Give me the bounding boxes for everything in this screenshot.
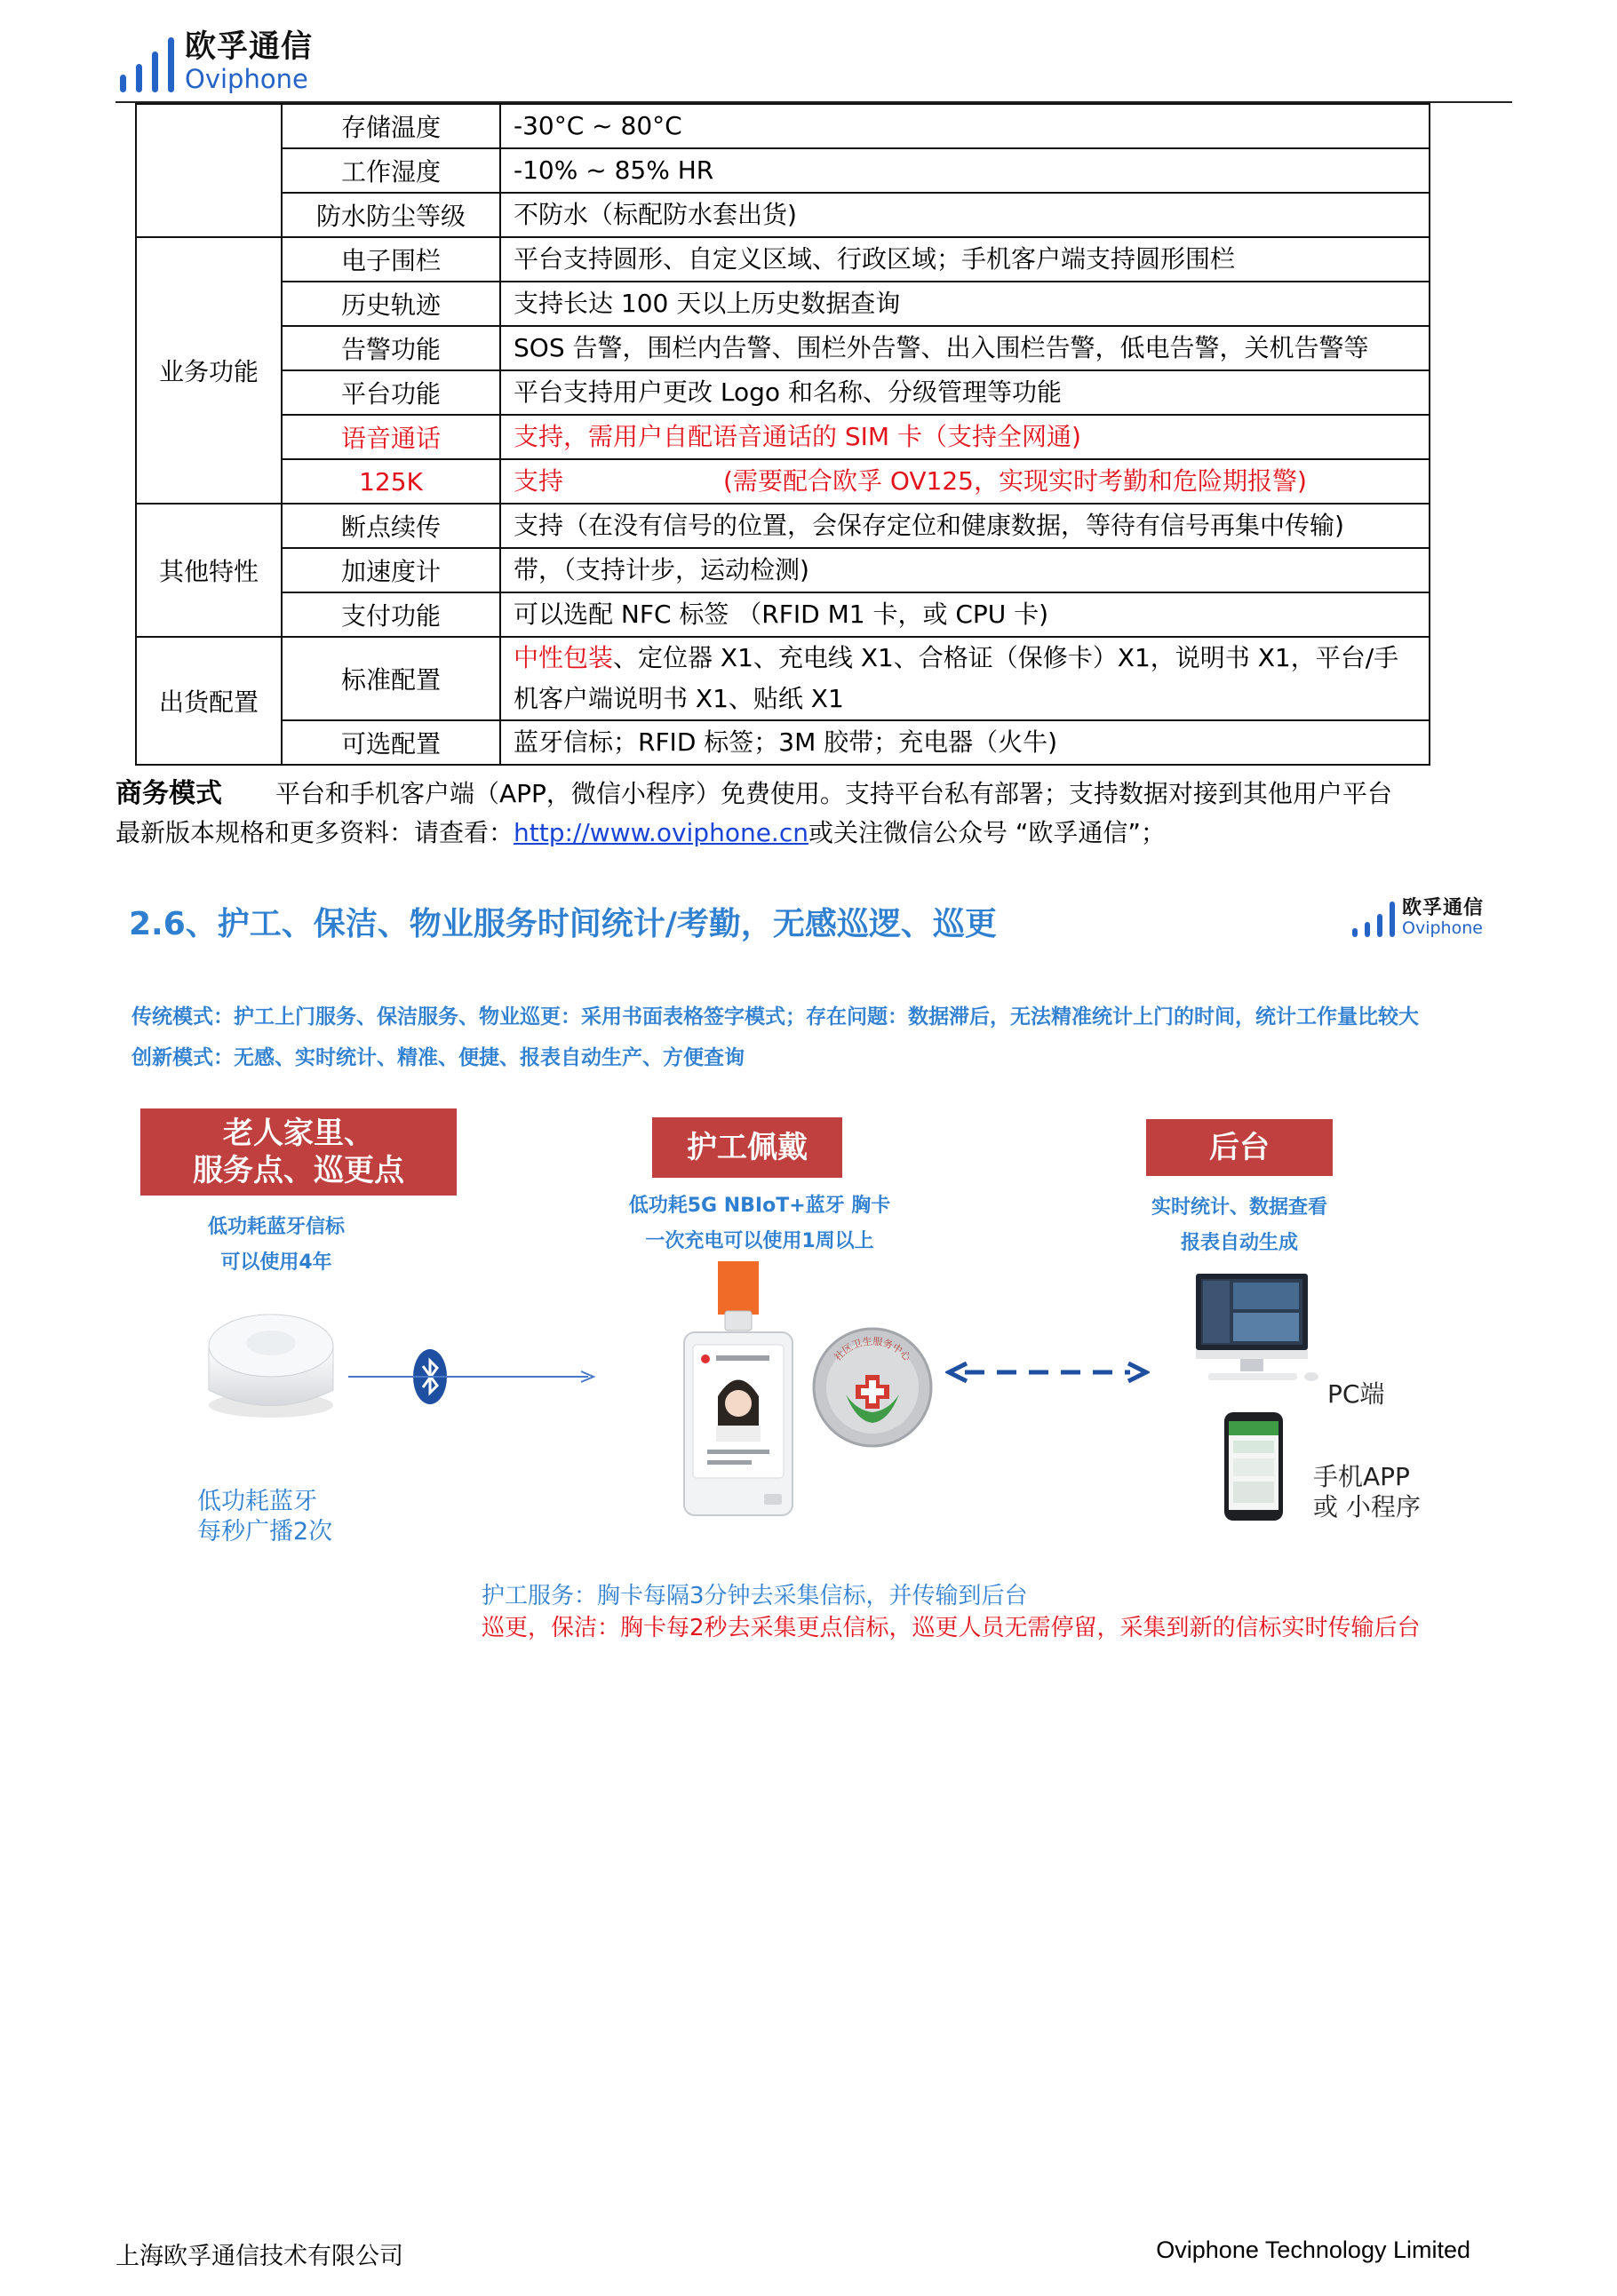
card-backend-arrow: [945, 1359, 1150, 1386]
value-part: 中性包装: [514, 643, 614, 672]
business-mode-label: 商务模式: [116, 778, 222, 809]
value-cell: 不防水（标配防水套出货): [500, 193, 1430, 237]
item-cell: 工作湿度: [282, 148, 500, 193]
item-cell: 加速度计: [282, 548, 500, 592]
box-home: [140, 1108, 457, 1196]
community-health-badge: [810, 1325, 935, 1450]
logo-en: Oviphone: [1402, 918, 1483, 938]
table-row: [136, 282, 1430, 326]
box-wear: [652, 1117, 842, 1178]
value-cell: -30°C ~ 80°C: [500, 104, 1430, 148]
item-cell: 防水防尘等级: [282, 193, 500, 237]
caption-line: 低功耗蓝牙信标: [207, 1216, 345, 1238]
value-cell: 平台支持用户更改 Logo 和名称、分级管理等功能: [500, 370, 1430, 415]
beacon-note-line: 低功耗蓝牙: [197, 1488, 317, 1515]
beacon-to-card-arrow: [348, 1368, 606, 1386]
item-cell: 历史轨迹: [282, 282, 500, 326]
business-mode-text: 平台和手机客户端（APP，微信小程序）免费使用。支持平台私有部署；支持数据对接到其他用户平台: [275, 779, 1392, 808]
value-part: 支持: [514, 466, 564, 496]
caption-line: 一次充电可以使用1周以上: [645, 1229, 874, 1252]
table-row: [136, 104, 1430, 148]
spec-table: [135, 103, 1430, 766]
value-cell: -10% ~ 85% HR: [500, 148, 1430, 193]
box-home-line: 服务点、巡更点: [193, 1153, 404, 1188]
item-cell: 125K: [282, 459, 500, 504]
caption-line: 报表自动生成: [1180, 1231, 1298, 1254]
value-cell: 平台支持圆形、自定义区域、行政区域；手机客户端支持圆形围栏: [500, 237, 1430, 282]
value-part: (需要配合欧孚 OV125，实现实时考勤和危险期报警): [723, 466, 1307, 496]
box-wear-label: 护工佩戴: [687, 1129, 808, 1165]
header-logo: [120, 29, 314, 94]
signal-bars-icon: [120, 37, 174, 92]
phone-icon: [1223, 1410, 1285, 1522]
app-label-line: 或 小程序: [1313, 1491, 1421, 1521]
logo-en: Oviphone: [185, 64, 308, 94]
table-row: [136, 326, 1430, 370]
group-cell-env: [136, 104, 282, 237]
caption-line: 低功耗5G NBIoT+蓝牙 胸卡: [628, 1195, 891, 1217]
group-cell-other: 其他特性: [136, 504, 282, 637]
box-home-line: 老人家里、: [223, 1115, 374, 1151]
caption-line: 实时统计、数据查看: [1151, 1196, 1327, 1219]
group-cell-shipping: 出货配置: [136, 637, 282, 765]
more-info: [116, 814, 1166, 849]
backend-caption: [1128, 1190, 1350, 1260]
traditional-mode: 传统模式：护工上门服务、保洁服务、物业巡更：采用书面表格签字模式；存在问题：数据滞后，无法精准统计上门的时间，统计工作量比较大: [131, 1005, 1419, 1029]
item-cell: 标准配置: [282, 637, 500, 720]
table-row: [136, 193, 1430, 237]
logo-cn: 欧孚通信: [185, 29, 314, 65]
box-backend: [1146, 1119, 1333, 1176]
more-info-prefix: 最新版本规格和更多资料：请查看：: [116, 818, 514, 847]
business-mode: [116, 771, 1392, 810]
item-cell: 告警功能: [282, 326, 500, 370]
item-cell: 电子围栏: [282, 237, 500, 282]
section-logo: [1352, 899, 1484, 937]
group-cell-business: 业务功能: [136, 237, 282, 504]
table-row: [136, 548, 1430, 592]
innovative-mode: 创新模式：无感、实时统计、精准、便捷、报表自动生产、方便查询: [131, 1046, 745, 1069]
value-part: 、定位器 X1、充电线 X1、合格证（保修卡）X1，说明书 X1，平台/手机客户端说明书 X1、贴纸 X1: [514, 643, 1399, 713]
logo-cn: 欧孚通信: [1402, 897, 1485, 919]
item-cell: 平台功能: [282, 370, 500, 415]
item-cell: 语音通话: [282, 415, 500, 459]
pc-label: PC端: [1327, 1379, 1385, 1409]
caption-line: 可以使用4年: [220, 1251, 332, 1274]
box-backend-label: 后台: [1209, 1129, 1270, 1165]
note-blue: 护工服务：胸卡每隔3分钟去采集信标，并传输到后台: [482, 1583, 1028, 1609]
footer-company-en: Oviphone Technology Limited: [1156, 2236, 1470, 2263]
card-caption: [613, 1188, 906, 1259]
table-row: [136, 370, 1430, 415]
item-cell: 支付功能: [282, 592, 500, 637]
value-cell: 可以选配 NFC 标签 （RFID M1 卡，或 CPU 卡): [500, 592, 1430, 637]
table-row: [136, 237, 1430, 282]
value-cell: [500, 637, 1430, 720]
section-title: 2.6、护工、保洁、物业服务时间统计/考勤，无感巡逻、巡更: [129, 906, 997, 942]
note-red: 巡更，保洁：胸卡每2秒去采集更点信标，巡更人员无需停留，采集到新的信标实时传输后台: [482, 1615, 1421, 1641]
value-cell: 支持（在没有信号的位置，会保存定位和健康数据，等待有信号再集中传输): [500, 504, 1430, 548]
footer-company-cn: 上海欧孚通信技术有限公司: [116, 2243, 403, 2270]
beacon-note: [197, 1487, 332, 1547]
app-label-line: 手机APP: [1313, 1462, 1410, 1491]
value-cell: [500, 459, 1430, 504]
table-row: [136, 148, 1430, 193]
table-row: [136, 504, 1430, 548]
pc-monitor-icon: [1191, 1272, 1324, 1387]
ble-beacon-icon: [195, 1306, 346, 1421]
badge-card-icon: [681, 1261, 796, 1519]
item-cell: 断点续传: [282, 504, 500, 548]
value-cell: 支持，需用户自配语音通话的 SIM 卡（支持全网通): [500, 415, 1430, 459]
beacon-note-line: 每秒广播2次: [197, 1517, 333, 1545]
more-info-suffix: 或关注微信公众号 “欧孚通信”；: [808, 818, 1166, 847]
signal-bars-icon: [1352, 902, 1395, 937]
beacon-caption: [174, 1210, 378, 1280]
value-cell: 支持长达 100 天以上历史数据查询: [500, 282, 1430, 326]
item-cell: 存储温度: [282, 104, 500, 148]
table-row: [136, 592, 1430, 637]
table-row: [136, 637, 1430, 720]
table-row: [136, 720, 1430, 765]
value-cell: SOS 告警，围栏内告警、围栏外告警、出入围栏告警，低电告警，关机告警等: [500, 326, 1430, 370]
table-row: [136, 459, 1430, 504]
value-cell: 蓝牙信标；RFID 标签；3M 胶带；充电器（火牛): [500, 720, 1430, 765]
website-link[interactable]: http://www.oviphone.cn: [514, 818, 808, 847]
app-label: [1313, 1462, 1421, 1521]
value-cell: 带，（支持计步，运动检测): [500, 548, 1430, 592]
item-cell: 可选配置: [282, 720, 500, 765]
badge-text: 社区卫生服务中心: [832, 1335, 913, 1363]
table-row: [136, 415, 1430, 459]
